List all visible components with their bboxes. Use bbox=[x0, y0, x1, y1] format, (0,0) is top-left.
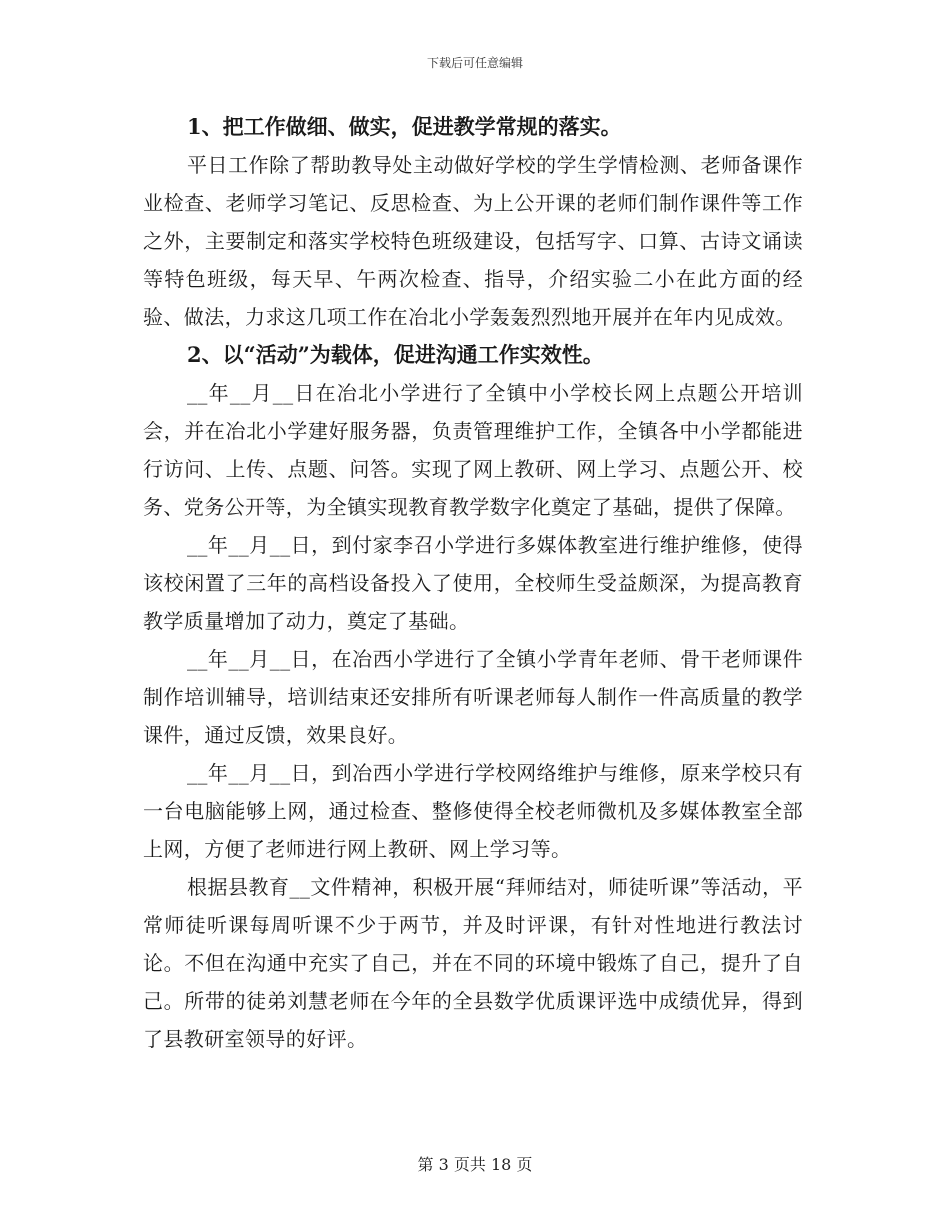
paragraph: __年__月__日，到付家李召小学进行多媒体教室进行维护维修，使得该校闲置了三年的高档设备投入了使用，全校师生受益颇深，为提高教育教学质量增加了动力，奠定了基础。 bbox=[143, 533, 803, 633]
paragraph: 根据县教育__文件精神，积极开展“拜师结对，师徒听课”等活动，平常师徒听课每周听课不少于两节，并及时评课，有针对性地进行教法讨论。不但在沟通中充实了自己，并在不同的环境中锻炼了自己，提升了自己。所带的徒弟刘慧老师在今年的全县数学优质课评选中成绩优异，得到了县教研室领导的好评。 bbox=[143, 875, 803, 1051]
paragraph: __年__月__日，到冶西小学进行学校网络维护与维修，原来学校只有一台电脑能够上网，通过检查、整修使得全校老师微机及多媒体教室全部上网，方便了老师进行网上教研、网上学习等。 bbox=[143, 761, 803, 861]
section-heading: 1、把工作做细、做实，促进教学常规的落实。 bbox=[187, 114, 622, 139]
paragraph: 平日工作除了帮助教导处主动做好学校的学生学情检测、老师备课作业检查、老师学习笔记、反思检查、为上公开课的老师们制作课件等工作之外，主要制定和落实学校特色班级建设，包括写字、口算、古诗文诵读等特色班级，每天早、午两次检查、指导，介绍实验二小在此方面的经验、做法，力求这几项工作在冶北小学轰轰烈烈地开展并在年内见成效。 bbox=[143, 153, 803, 329]
section-heading: 2、以“活动”为载体，促进沟通工作实效性。 bbox=[187, 342, 604, 367]
document-body bbox=[143, 108, 803, 1058]
paragraph: __年__月__日在冶北小学进行了全镇中小学校长网上点题公开培训会，并在冶北小学建好服务器，负责管理维护工作，全镇各中小学都能进行访问、上传、点题、问答。实现了网上教研、网上学习、点题公开、校务、党务公开等，为全镇实现教育教学数字化奠定了基础，提供了保障。 bbox=[143, 381, 803, 519]
page-footer: 第 3 页共 18 页 bbox=[417, 1155, 533, 1174]
paragraph: __年__月__日，在冶西小学进行了全镇小学青年老师、骨干老师课件制作培训辅导，培训结束还安排所有听课老师每人制作一件高质量的教学课件，通过反馈，效果良好。 bbox=[143, 647, 803, 747]
page-header: 下载后可任意编辑 bbox=[426, 56, 523, 70]
